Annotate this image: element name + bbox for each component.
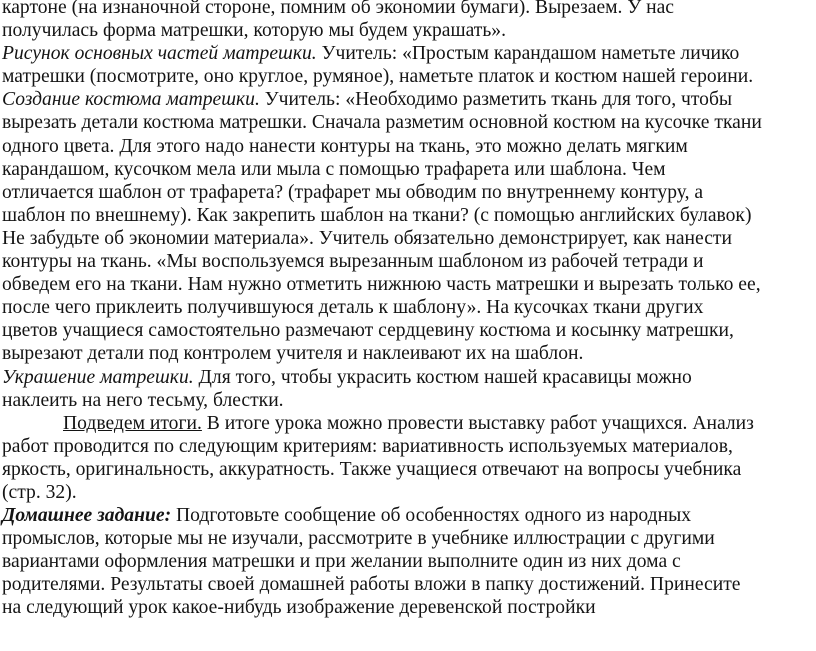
- text-line-7: одного цвета. Для этого надо нанести контуры на ткань, это можно делать мягким: [2, 135, 688, 157]
- text-line-4: матрешки (посмотрите, оно круглое, румяное), наметьте платок и костюм нашей героини.: [2, 66, 754, 88]
- text-line-12: контуры на ткань. «Мы воспользуемся вырезанным шаблоном из рабочей тетради и: [2, 251, 704, 273]
- text-line-2: получилась форма матрешки, которую мы будем украшать».: [2, 20, 506, 42]
- text-line-1: картоне (на изнаночной стороне, помним об экономии бумаги). Вырезаем. У нас: [2, 0, 674, 18]
- text-line-24: промыслов, которые мы не изучали, рассмотрите в учебнике иллюстрации с другими: [2, 528, 715, 550]
- section-heading-drawing-parts: Рисунок основных частей матрешки.: [2, 43, 317, 65]
- text-line-13: обведем его на ткани. Нам нужно отметить нижнюю часть матрешки и вырезать только ее,: [2, 274, 761, 296]
- text-line-18: наклеить на него тесьму, блестки.: [2, 389, 284, 411]
- text-line-14: после чего приклеить получившуюся деталь к шаблону». На кусочках ткани других: [2, 297, 704, 319]
- text-line-23: [2, 504, 814, 527]
- document-page: [2, 0, 814, 620]
- text-line-27: на следующий урок какое-нибудь изображение деревенской постройки: [2, 597, 596, 619]
- text-line-9: отличается шаблон от трафарета? (трафарет мы обводим по внутреннему контуру, а: [2, 181, 704, 203]
- text-line-17: [2, 366, 814, 389]
- section-heading-costume: Создание костюма матрешки.: [2, 89, 260, 111]
- text-line-19-body: В итоге урока можно провести выставку работ учащихся. Анализ: [201, 412, 754, 434]
- text-line-16: вырезают детали под контролем учителя и наклеивают их на шаблон.: [2, 343, 584, 365]
- text-line-10: шаблон по внешнему). Как закрепить шаблон на ткани? (с помощью английских булавок): [2, 204, 752, 226]
- section-heading-summary: Подведем итоги.: [63, 412, 202, 434]
- text-line-23-body: Подготовьте сообщение об особенностях одного из народных: [171, 505, 692, 527]
- text-line-25: вариантами оформления матрешки и при желании выполните один из них дома с: [2, 551, 681, 573]
- text-line-21: яркость, оригинальность, аккуратность. Также учащиеся отвечают на вопросы учебника: [2, 458, 742, 480]
- text-line-20: работ проводится по следующим критериям: вариативность используемых материалов,: [2, 435, 733, 457]
- text-line-17-body: Для того, чтобы украсить костюм нашей красавицы можно: [193, 366, 692, 388]
- text-line-26: родителями. Результаты своей домашней работы вложи в папку достижений. Принесите: [2, 574, 741, 596]
- text-line-11: Не забудьте об экономии материала». Учитель обязательно демонстрирует, как нанести: [2, 227, 732, 249]
- text-line-3: [2, 42, 814, 65]
- section-heading-decoration: Украшение матрешки.: [2, 366, 194, 388]
- text-line-22: (стр. 32).: [2, 481, 77, 503]
- text-line-6: вырезать детали костюма матрешки. Сначала разметим основной костюм на кусочке ткани: [2, 112, 762, 134]
- text-line-5: [2, 88, 814, 111]
- text-line-3-body: Учитель: «Простым карандашом наметьте личико: [316, 43, 740, 65]
- text-line-15: цветов учащиеся самостоятельно размечают сердцевину костюма и косынку матрешки,: [2, 320, 734, 342]
- text-line-8: карандашом, кусочком мела или мыла с помощью трафарета или шаблона. Чем: [2, 158, 666, 180]
- text-line-19: [2, 412, 814, 435]
- text-line-5-body: Учитель: «Необходимо разметить ткань для того, чтобы: [259, 89, 733, 111]
- section-heading-homework: Домашнее задание:: [2, 505, 172, 527]
